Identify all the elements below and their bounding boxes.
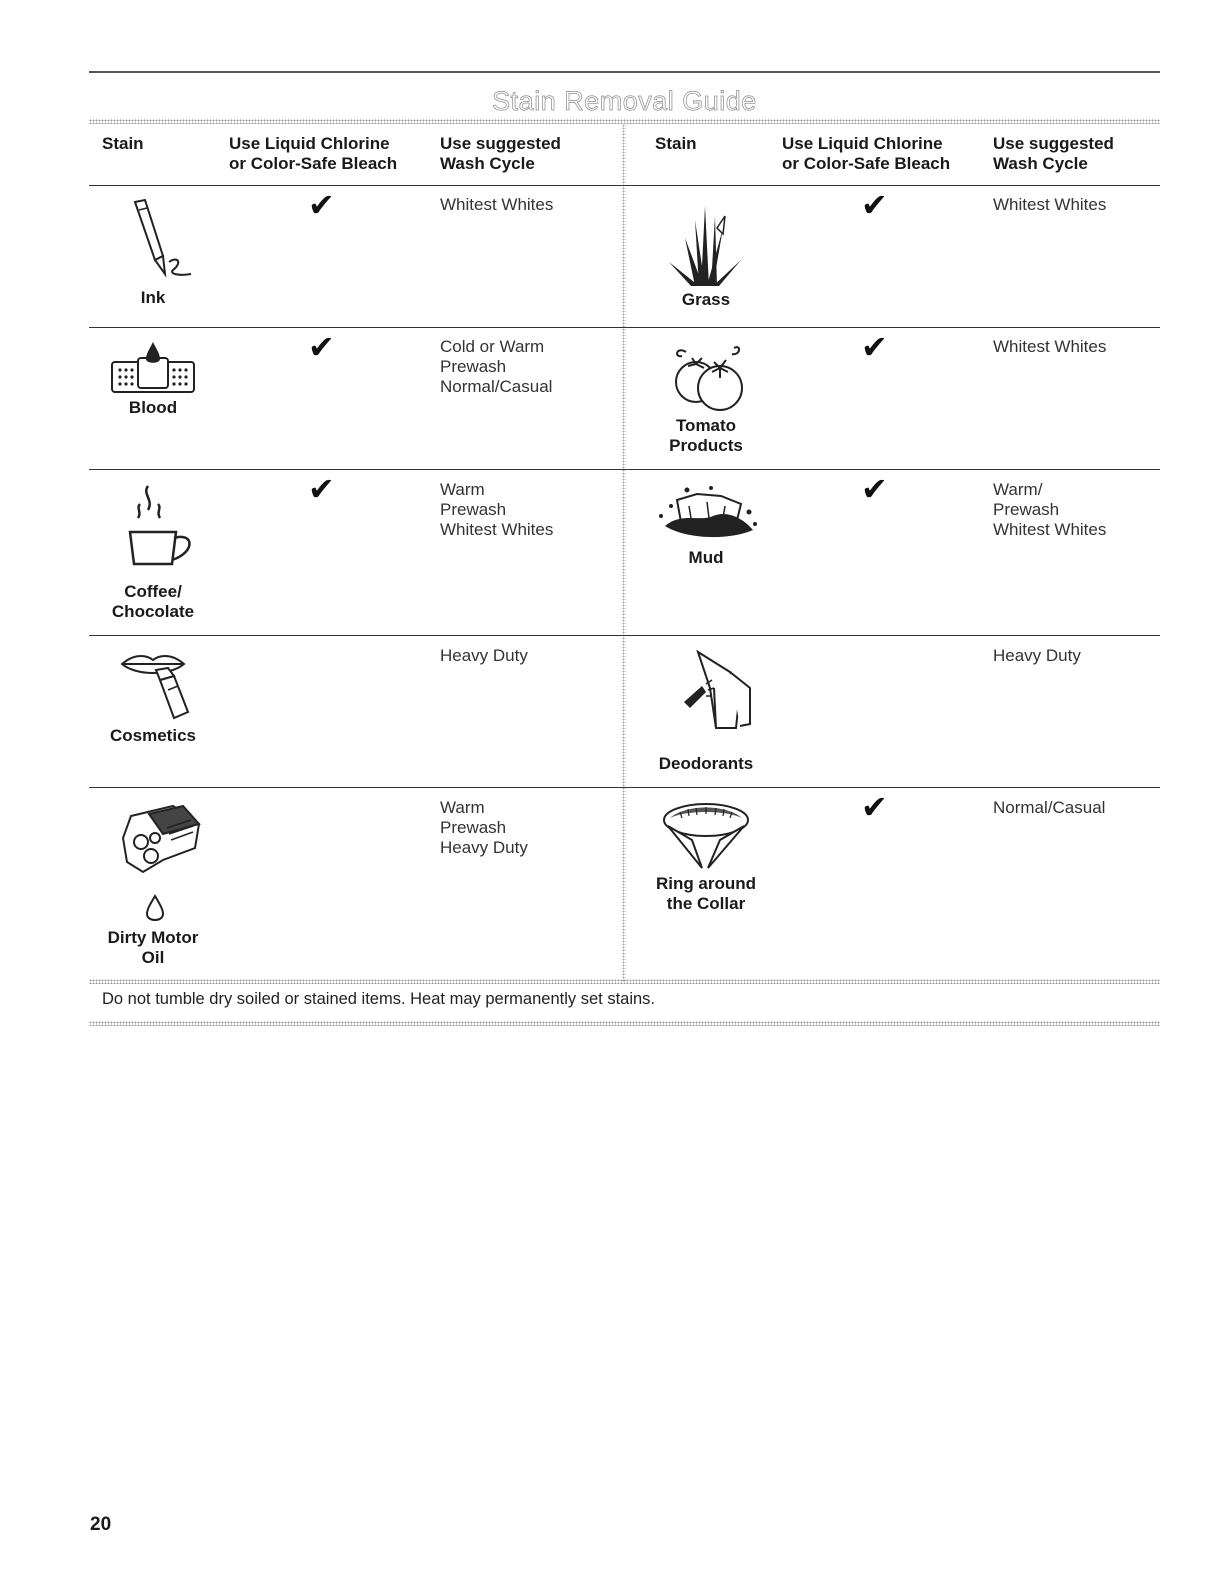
bleach-check-mark: ✔	[861, 187, 888, 223]
stain-label: Tomato Products	[669, 416, 743, 455]
header-cycle-right: Use suggested Wash Cycle	[993, 134, 1114, 173]
header-cycle-left: Use suggested Wash Cycle	[440, 134, 561, 173]
footnote: Do not tumble dry soiled or stained items. Heat may permanently set stains.	[102, 990, 655, 1008]
bleach-check-mark: ✔	[308, 329, 335, 365]
header-stain-left: Stain	[102, 134, 144, 153]
tomato-icon	[642, 338, 770, 416]
footnote-dotted-band	[89, 1021, 1160, 1026]
bleach-check-mark: ✔	[861, 329, 888, 365]
stain-tomato-products	[642, 338, 770, 456]
header-bleach-right: Use Liquid Chlorine or Color-Safe Bleach	[782, 134, 951, 173]
collar-icon	[642, 800, 770, 874]
stain-label: Dirty Motor Oil	[107, 928, 199, 967]
row-separator	[89, 185, 1160, 186]
stain-ring-around-collar	[642, 800, 770, 914]
stain-label: Deodorants	[658, 754, 754, 773]
stain-label: Blood	[128, 398, 178, 417]
wash-cycle: Warm Prewash Heavy Duty	[440, 798, 528, 857]
stain-label: Coffee/ Chocolate	[111, 582, 195, 621]
page-title: Stain Removal Guide	[492, 86, 757, 116]
wash-cycle: Cold or Warm Prewash Normal/Casual	[440, 337, 553, 396]
bleach-check-mark: ✔	[308, 187, 335, 223]
stain-label: Ink	[140, 288, 166, 307]
wash-cycle: Whitest Whites	[993, 195, 1107, 214]
stain-label: Grass	[681, 290, 731, 309]
row-separator	[89, 469, 1160, 470]
row-separator	[89, 327, 1160, 328]
stain-cosmetics	[89, 646, 217, 746]
coffee-cup-icon	[89, 482, 217, 582]
wash-cycle: Heavy Duty	[440, 646, 528, 665]
stain-label: Cosmetics	[110, 726, 196, 745]
deodorant-shirt-icon	[642, 648, 770, 754]
engine-oil-icon	[89, 798, 217, 928]
column-divider	[622, 124, 626, 982]
stain-label: Mud	[688, 548, 724, 567]
table-bottom-dotted-band	[89, 979, 1160, 984]
header-stain-right: Stain	[655, 134, 697, 153]
stain-coffee-chocolate	[89, 482, 217, 622]
row-separator	[89, 787, 1160, 788]
top-rule	[89, 71, 1160, 73]
grass-icon	[642, 198, 770, 290]
mud-icon	[642, 482, 770, 548]
stain-label: Ring around the Collar	[655, 874, 757, 913]
wash-cycle: Warm/ Prewash Whitest Whites	[993, 480, 1107, 539]
header-bleach-left: Use Liquid Chlorine or Color-Safe Bleach	[229, 134, 398, 173]
stain-dirty-motor-oil	[89, 798, 217, 968]
wash-cycle: Whitest Whites	[440, 195, 554, 214]
wash-cycle: Normal/Casual	[993, 798, 1106, 817]
stain-grass	[642, 198, 770, 310]
page-number: 20	[90, 1514, 112, 1535]
wash-cycle: Warm Prewash Whitest Whites	[440, 480, 554, 539]
stain-deodorants	[642, 648, 770, 774]
stain-ink	[89, 196, 217, 308]
stain-blood	[89, 340, 217, 418]
stain-mud	[642, 482, 770, 568]
row-separator	[89, 635, 1160, 636]
wash-cycle: Heavy Duty	[993, 646, 1081, 665]
bandage-icon	[89, 340, 217, 398]
bleach-check-mark: ✔	[308, 471, 335, 507]
bleach-check-mark: ✔	[861, 789, 888, 825]
bleach-check-mark: ✔	[861, 471, 888, 507]
ink-pen-icon	[89, 196, 217, 288]
wash-cycle: Whitest Whites	[993, 337, 1107, 356]
lips-cosmetics-icon	[89, 646, 217, 726]
